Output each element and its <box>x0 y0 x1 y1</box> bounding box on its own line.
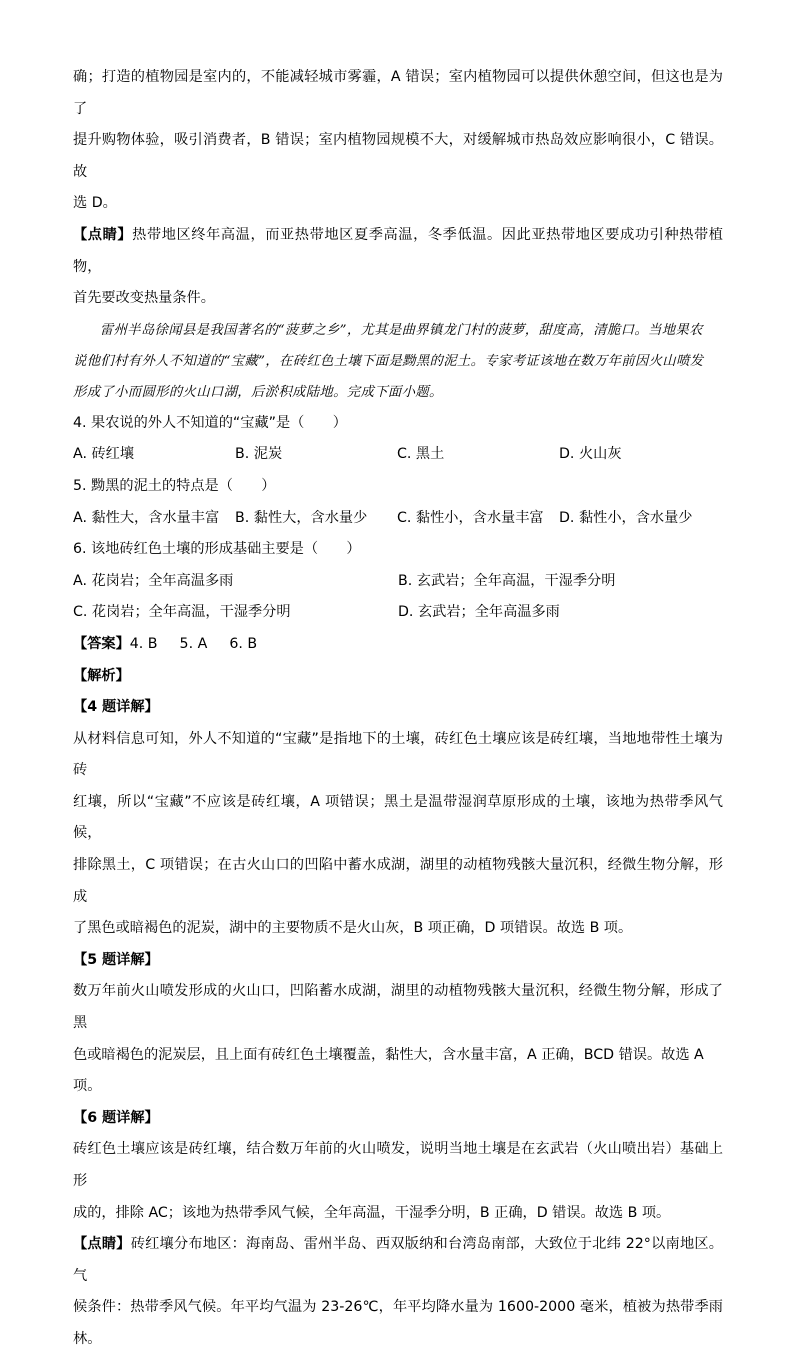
option-a: A. 黏性大，含水量丰富 <box>73 509 220 526</box>
option-d: D. 火山灰 <box>559 446 622 463</box>
material-line: 说他们村有外人不知道的“宝藏”，在砖红色土壤下面是黝黑的泥土。专家考证该地在数万年前因火山喷发 <box>73 353 704 369</box>
detail-heading: 【6 题详解】 <box>73 1109 159 1126</box>
text-line: 项。 <box>73 1078 102 1095</box>
detail-heading: 【4 题详解】 <box>73 699 159 716</box>
text-line: 确；打造的植物园是室内的，不能减轻城市雾霾，A 错误；室内植物园可以提供休憩空间，但这也是为了 <box>73 69 723 117</box>
top-paragraph <box>73 62 723 220</box>
option-b: B. 泥炭 <box>235 446 283 463</box>
detail-6 <box>73 1103 723 1229</box>
tip-section-1 <box>73 220 723 315</box>
detail-body <box>73 976 723 1102</box>
option-d: D. 黏性小，含水量少 <box>559 509 693 526</box>
question-stem: 4. 果农说的外人不知道的“宝藏”是（ ） <box>73 414 347 431</box>
text-line: 色或暗褐色的泥炭层，且上面有砖红色土壤覆盖，黏性大，含水量丰富，A 正确，BCD 错误。故选 A <box>73 1046 704 1063</box>
answer-value: 6. B <box>229 635 258 652</box>
option-a: A. 花岗岩；全年高温多雨 <box>73 572 234 589</box>
tip-label: 【点睛】 <box>73 226 133 243</box>
analysis-label: 【解析】 <box>73 667 130 684</box>
option-c: C. 黑土 <box>397 446 445 463</box>
answer-row <box>73 629 723 661</box>
text-line: 首先要改变热量条件。 <box>73 290 215 307</box>
option-b: B. 玄武岩；全年高温，干湿季分明 <box>398 572 616 589</box>
text-line: 从材料信息可知，外人不知道的“宝藏”是指地下的土壤，砖红色土壤应该是砖红壤，当地地带性土壤为砖 <box>73 730 723 779</box>
detail-5 <box>73 945 723 1103</box>
text-line: 排除黑土，C 项错误；在古火山口的凹陷中蓄水成湖，湖里的动植物残骸大量沉积，经微生物分解，形成 <box>73 857 723 905</box>
detail-4 <box>73 692 723 945</box>
option-c: C. 黏性小，含水量丰富 <box>397 509 544 526</box>
question-6 <box>73 534 723 629</box>
text-line: 砖红色土壤应该是砖红壤，结合数万年前的火山喷发，说明当地土壤是在玄武岩（火山喷出岩）基础上形 <box>73 1141 723 1189</box>
question-stem: 6. 该地砖红色土壤的形成基础主要是（ ） <box>73 541 361 558</box>
detail-body <box>73 1134 723 1229</box>
detail-heading: 【5 题详解】 <box>73 951 159 968</box>
answer-value: 5. A <box>179 635 208 652</box>
options-row <box>73 597 723 629</box>
text-line: 砖红壤分布地区：海南岛、雷州半岛、西双版纳和台湾岛南部，大致位于北纬 22°以南地区。气 <box>73 1236 723 1284</box>
text-line: 提升购物体验，吸引消费者，B 错误；室内植物园规模不大，对缓解城市热岛效应影响很小，C 错误。故 <box>73 132 723 180</box>
option-b: B. 黏性大，含水量少 <box>235 509 368 526</box>
options-row <box>73 439 723 471</box>
option-c: C. 花岗岩；全年高温，干湿季分明 <box>73 604 291 621</box>
material-line: 形成了小而圆形的火山口湖，后淤积成陆地。完成下面小题。 <box>73 384 443 400</box>
option-a: A. 砖红壤 <box>73 446 135 463</box>
option-d: D. 玄武岩；全年高温多雨 <box>398 604 560 621</box>
text-line: 成的，排除 AC；该地为热带季风气候，全年高温，干湿季分明，B 正确，D 错误。故选 B 项。 <box>73 1204 671 1221</box>
question-4 <box>73 408 723 471</box>
text-line: 数万年前火山喷发形成的火山口，凹陷蓄水成湖，湖里的动植物残骸大量沉积，经微生物分解，形成了黑 <box>73 983 723 1032</box>
question-stem: 5. 黝黑的泥土的特点是（ ） <box>73 477 276 494</box>
question-5 <box>73 471 723 534</box>
detail-body <box>73 724 723 945</box>
text-line: 候条件：热带季风气候。年平均气温为 23-26℃，年平均降水量为 1600-2000 毫米，植被为热带季雨林。 <box>73 1299 723 1347</box>
material-line: 雷州半岛徐闻县是我国著名的“菠萝之乡”，尤其是曲界镇龙门村的菠萝，甜度高，清脆口。当地果农 <box>99 322 703 338</box>
tip-label: 【点睛】 <box>73 1236 131 1253</box>
answer-value: 4. B <box>129 635 158 652</box>
options-row <box>73 566 723 598</box>
text-line: 热带地区终年高温，而亚热带地区夏季高温，冬季低温。因此亚热带地区要成功引种热带植物， <box>73 226 723 275</box>
options-row <box>73 503 723 535</box>
text-line: 了黑色或暗褐色的泥炭，湖中的主要物质不是火山灰，B 项正确，D 项错误。故选 B 项。 <box>73 920 633 937</box>
material-passage <box>73 315 723 408</box>
text-line: 红壤，所以“宝藏”不应该是砖红壤，A 项错误；黑土是温带湿润草原形成的土壤，该地为热带季风气候， <box>73 793 723 842</box>
document-page <box>73 62 723 1356</box>
answer-label: 【答案】 <box>73 635 130 652</box>
text-line: 选 D。 <box>73 195 117 212</box>
tip-section-2 <box>73 1229 723 1355</box>
